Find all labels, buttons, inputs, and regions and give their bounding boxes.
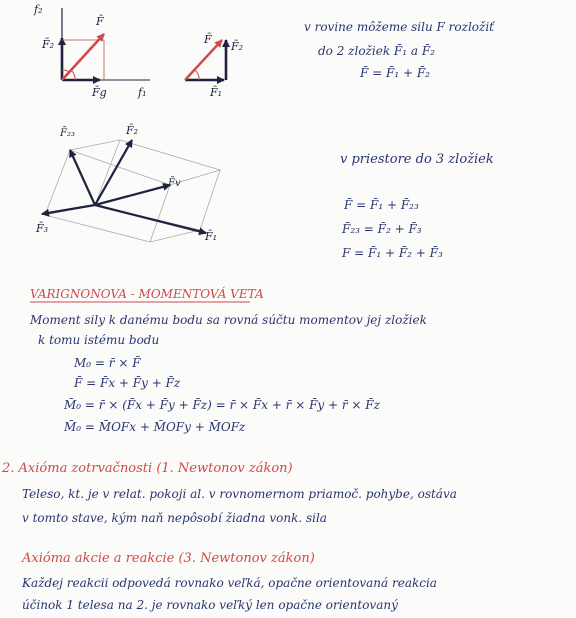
f2-left-label: F̄₂ [42, 38, 55, 51]
f23-arrow [70, 150, 95, 205]
axiom3-heading: Axióma akcie a reakcie (3. Newtonov zákon) [22, 551, 315, 566]
space-eq3: F = F̄₁ + F̄₂ + F̄₃ [342, 246, 443, 260]
varignon-eq1: M₀ = r̄ × F̄ [74, 356, 141, 370]
f2-space-arrow [95, 140, 132, 205]
axiom2-line1: Teleso, kt. je v relat. pokoji al. v rovnomernom priamoč. pohybe, ostáva [22, 487, 457, 501]
space-note-line1: v priestore do 3 zložiek [340, 152, 494, 167]
fv-arrow [95, 185, 170, 205]
axiom3-line2: účinok 1 telesa na 2. je rovnako veľký len opačne orientovaný [22, 598, 398, 612]
plane-decomposition-left [62, 8, 150, 80]
f-triangle-hypotenuse [185, 40, 222, 80]
space-decomposition-diagram [42, 140, 220, 242]
axiom3-line1: Každej reakcii odpovedá rovnako veľká, opačne orientovaná reakcia [22, 576, 437, 590]
f-left-label: F̄ [96, 15, 104, 28]
f3-arrow [42, 205, 95, 214]
plane-decomposition-triangle [185, 40, 226, 80]
space-eq2: F̄₂₃ = F̄₂ + F̄₃ [342, 222, 422, 236]
varignon-eq3: M̄₀ = r̄ × (F̄x + F̄y + F̄z) = r̄ × F̄x + r̄ × F̄y + r̄ × F̄z [64, 398, 380, 412]
plane-note-line3: F̄ = F̄₁ + F̄₂ [360, 66, 430, 80]
f1-axis-label: f₁ [138, 86, 147, 99]
f2-right-label: F̄₂ [231, 40, 244, 53]
varignon-eq4: M̄₀ = M̄OFx + M̄OFy + M̄OFz [64, 420, 246, 434]
axiom2-line2: v tomto stave, kým naň nepôsobí žiadna vonk. sila [22, 511, 327, 525]
f-right-label: F̄ [204, 33, 212, 46]
varignon-heading: VARIGNONOVA - MOMENTOVÁ VETA [30, 287, 264, 301]
f23-label: F̄₂₃ [60, 128, 75, 139]
varignon-text1: Moment sily k danému bodu sa rovná súčtu momentov jej zložiek [30, 313, 427, 327]
varignon-eq2: F̄ = F̄x + F̄y + F̄z [74, 376, 181, 390]
f3-label: F̄₃ [36, 222, 49, 235]
alpha-angle-arc [71, 70, 75, 80]
f1-right-label: F̄₁ [210, 86, 223, 99]
force-vector-f [62, 34, 104, 80]
f2-axis-label: f₂ [34, 3, 43, 16]
fv-label: F̄v [168, 178, 181, 189]
axiom2-heading: 2. Axióma zotrvačnosti (1. Newtonov zákon) [2, 461, 293, 476]
f1-space-label: F̄₁ [205, 230, 218, 243]
fg-left-label: F̄g [92, 86, 107, 99]
f2-space-label: F̄₂ [126, 124, 139, 137]
plane-note-line1: v rovine môžeme silu F rozložiť [304, 20, 494, 34]
varignon-text2: k tomu istému bodu [38, 333, 160, 347]
plane-note-line2: do 2 zložiek F̄₁ a F̄₂ [318, 44, 435, 58]
f1-space-arrow [95, 205, 206, 233]
space-eq1: F̄ = F̄₁ + F̄₂₃ [344, 198, 419, 212]
